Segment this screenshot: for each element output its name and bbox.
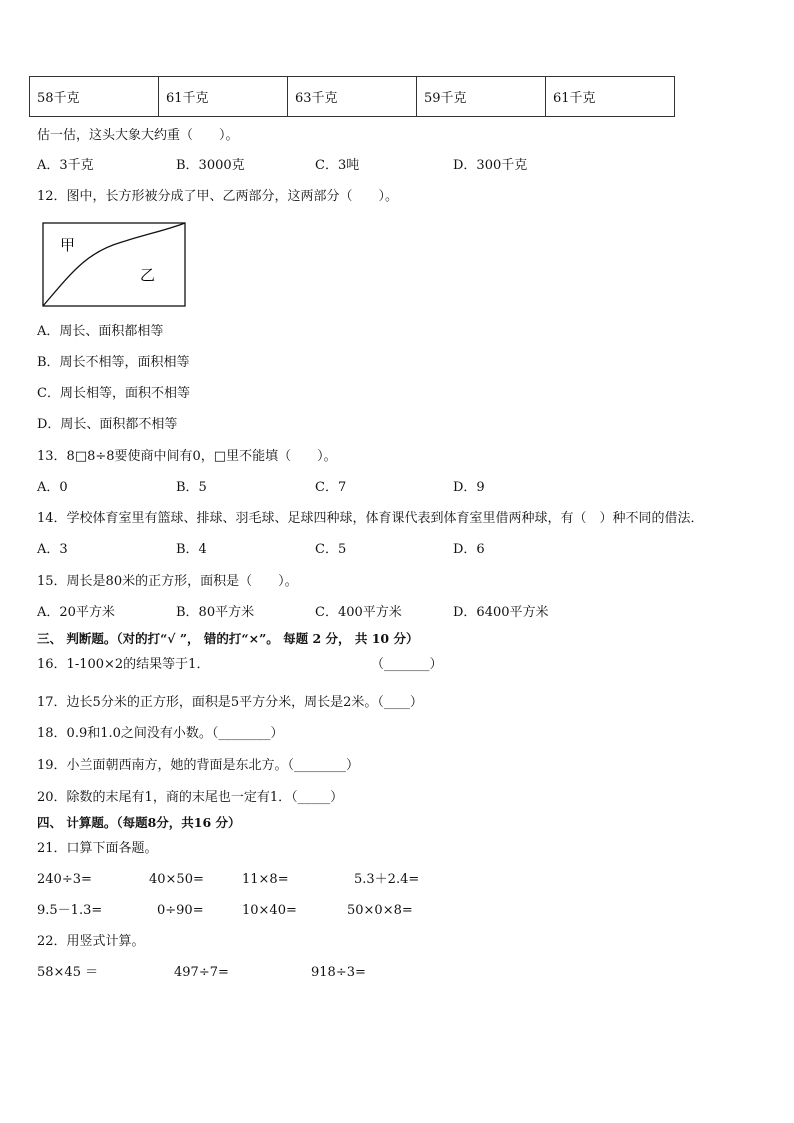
- q11-option-a: A．3千克: [37, 158, 94, 173]
- region-label-b: 乙: [140, 266, 156, 284]
- q21-item: 9.5－1.3=: [37, 903, 103, 918]
- table-cell: 61千克: [159, 77, 288, 117]
- q21-stem: 21．口算下面各题。: [37, 841, 158, 856]
- q11-option-c: C．3吨: [315, 158, 360, 173]
- table-cell: 58千克: [30, 77, 159, 117]
- section-4-heading: 四、 计算题。（每题8分，共16 分）: [37, 815, 241, 830]
- q14-stem: 14．学校体育室里有篮球、排球、羽毛球、足球四种球，体育课代表到体育室里借两种球，有（ ）种不同的借法．: [37, 511, 704, 526]
- region-label-a: 甲: [60, 236, 76, 254]
- table-row: [30, 77, 675, 117]
- q14-option-c: C．5: [315, 542, 347, 557]
- rectangle-division-figure: [42, 222, 188, 308]
- section-3-heading: 三、 判断题。（对的打“√ ”， 错的打“×”。 每题 2 分， 共 10 分）: [37, 631, 419, 646]
- q22-item: 497÷7=: [174, 965, 229, 980]
- q12-option-a: A．周长、面积都相等: [37, 324, 164, 339]
- q12-stem: 12．图中，长方形被分成了甲、乙两部分，这两部分（ ）。: [37, 189, 399, 204]
- q21-item: 50×0×8=: [347, 903, 413, 918]
- q21-item: 0÷90=: [157, 903, 204, 918]
- q16-answer-blank: （_______）: [371, 657, 443, 672]
- q15-option-c: C．400平方米: [315, 605, 402, 620]
- q13-option-d: D．9: [453, 480, 485, 495]
- weights-table: [29, 76, 675, 117]
- q21-item: 5.3＋2.4=: [354, 872, 420, 887]
- q14-option-b: B．4: [176, 542, 207, 557]
- q15-stem: 15．周长是80米的正方形，面积是（ ）。: [37, 574, 298, 589]
- q11-option-b: B．3000克: [176, 158, 245, 173]
- q11-stem: 估一估，这头大象大约重（ ）。: [37, 128, 239, 143]
- q22-item: 58×45 ＝: [37, 965, 99, 980]
- q15-option-a: A．20平方米: [37, 605, 115, 620]
- q18-stem: 18．0.9和1.0之间没有小数。（________）: [37, 726, 284, 741]
- q20-stem: 20．除数的末尾有1，商的末尾也一定有1．（_____）: [37, 790, 344, 805]
- q13-option-a: A．0: [37, 480, 68, 495]
- q11-option-d: D．300千克: [453, 158, 528, 173]
- q12-option-d: D．周长、面积都不相等: [37, 417, 178, 432]
- q17-stem: 17．边长5分米的正方形，面积是5平方分米，周长是2米。（____）: [37, 695, 423, 710]
- q19-stem: 19．小兰面朝西南方，她的背面是东北方。（________）: [37, 758, 360, 773]
- table-cell: 61千克: [546, 77, 675, 117]
- q14-option-a: A．3: [37, 542, 68, 557]
- table-cell: 59千克: [417, 77, 546, 117]
- q22-stem: 22．用竖式计算。: [37, 934, 145, 949]
- q12-option-c: C．周长相等，面积不相等: [37, 386, 190, 401]
- q21-item: 10×40=: [242, 903, 297, 918]
- table-cell: 63千克: [288, 77, 417, 117]
- q21-item: 40×50=: [149, 872, 204, 887]
- q22-item: 918÷3=: [311, 965, 366, 980]
- q21-item: 11×8=: [242, 872, 289, 887]
- q12-option-b: B．周长不相等，面积相等: [37, 355, 190, 370]
- q15-option-b: B．80平方米: [176, 605, 255, 620]
- q13-stem: 13．8□8÷8要使商中间有0，□里不能填（ ）。: [37, 449, 337, 464]
- q13-option-c: C．7: [315, 480, 347, 495]
- q13-option-b: B．5: [176, 480, 207, 495]
- q21-item: 240÷3=: [37, 872, 92, 887]
- q16-stem: 16．1-100×2的结果等于1．: [37, 657, 210, 672]
- q14-option-d: D．6: [453, 542, 485, 557]
- q15-option-d: D．6400平方米: [453, 605, 549, 620]
